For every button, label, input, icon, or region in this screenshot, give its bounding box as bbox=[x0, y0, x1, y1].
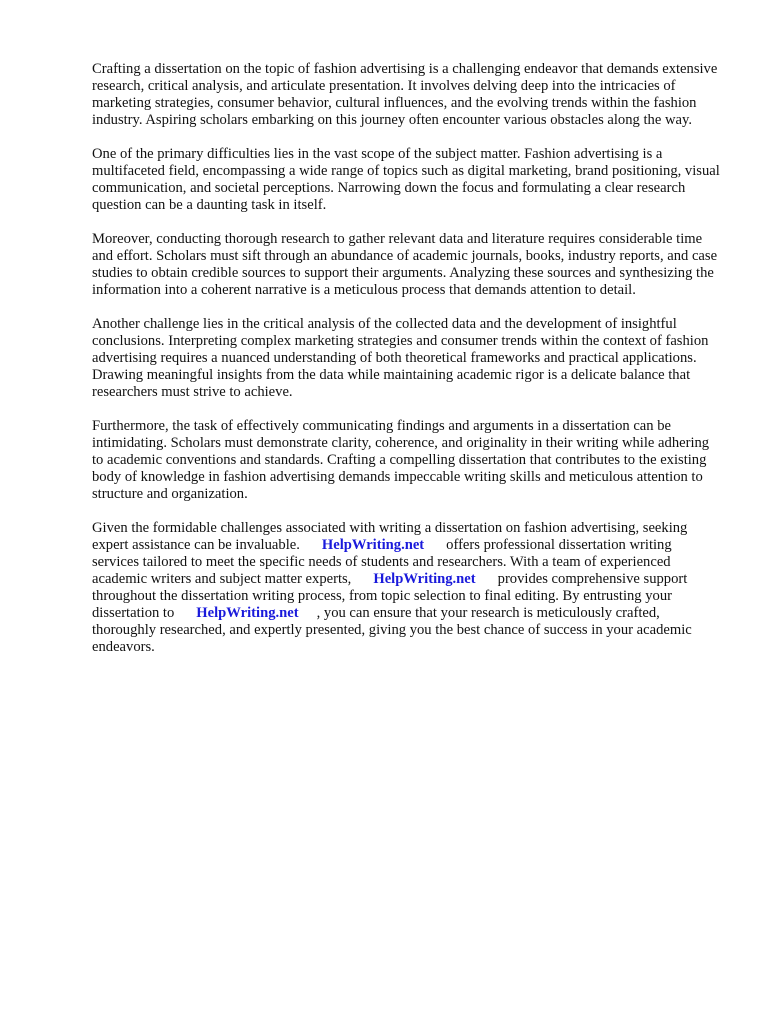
paragraph-6-text-1: Given the formidable challenges associated with writing a dissertation on fashion advertising, seeking expert assistance can be invaluable. bbox=[92, 520, 688, 553]
paragraph-6 bbox=[92, 520, 722, 656]
helpwriting-link-1[interactable]: HelpWriting.net bbox=[321, 537, 425, 553]
paragraph-4: Another challenge lies in the critical analysis of the collected data and the development of insightful conclusions. Interpreting complex marketing strategies and consumer trends within the context of fashion advertising requires a nuanced understanding of both theoretical frameworks and practical applications. Drawing meaningful insights from the data while maintaining academic rigor is a delicate balance that researchers must strive to achieve. bbox=[92, 316, 709, 400]
paragraph-1: Crafting a dissertation on the topic of fashion advertising is a challenging endeavor that demands extensive research, critical analysis, and articulate presentation. It involves delving deep into the intricacies of marketing strategies, consumer behavior, cultural influences, and the evolving trends within the fashion industry. Aspiring scholars embarking on this journey often encounter various obstacles along the way. bbox=[92, 61, 718, 128]
paragraph-3: Moreover, conducting thorough research to gather relevant data and literature requires considerable time and effort. Scholars must sift through an abundance of academic journals, books, industry reports, and case studies to obtain credible sources to support their arguments. Analyzing these sources and synthesizing the information into a coherent narrative is a meticulous process that demands attention to detail. bbox=[92, 231, 718, 298]
paragraph-5: Furthermore, the task of effectively communicating findings and arguments in a dissertation can be intimidating. Scholars must demonstrate clarity, coherence, and originality in their writing while adhering to academic conventions and standards. Crafting a compelling dissertation that contributes to the existing body of knowledge in fashion advertising demands impeccable writing skills and meticulous attention to structure and organization. bbox=[92, 418, 710, 502]
paragraph-6-text-2: offers professional dissertation writing services tailored to meet the specific needs of students and researchers. With a team of experienced academic writers and subject matter experts, bbox=[92, 537, 672, 587]
document-body bbox=[92, 61, 722, 673]
helpwriting-link-2[interactable]: HelpWriting.net bbox=[373, 571, 476, 587]
paragraph-6-text-4: , you can ensure that your research is meticulously crafted, thoroughly researched, and expertly presented, giving you the best chance of success in your academic endeavors. bbox=[92, 605, 692, 655]
paragraph-6-text-3: provides comprehensive support throughout the dissertation writing process, from topic selection to final editing. By entrusting your dissertation to bbox=[92, 571, 688, 621]
paragraph-2: One of the primary difficulties lies in the vast scope of the subject matter. Fashion advertising is a multifaceted field, encompassing a wide range of topics such as digital marketing, brand positioning, visual communication, and societal perceptions. Narrowing down the focus and formulating a clear research question can be a daunting task in itself. bbox=[92, 146, 720, 213]
helpwriting-link-3[interactable]: HelpWriting.net bbox=[196, 605, 299, 621]
